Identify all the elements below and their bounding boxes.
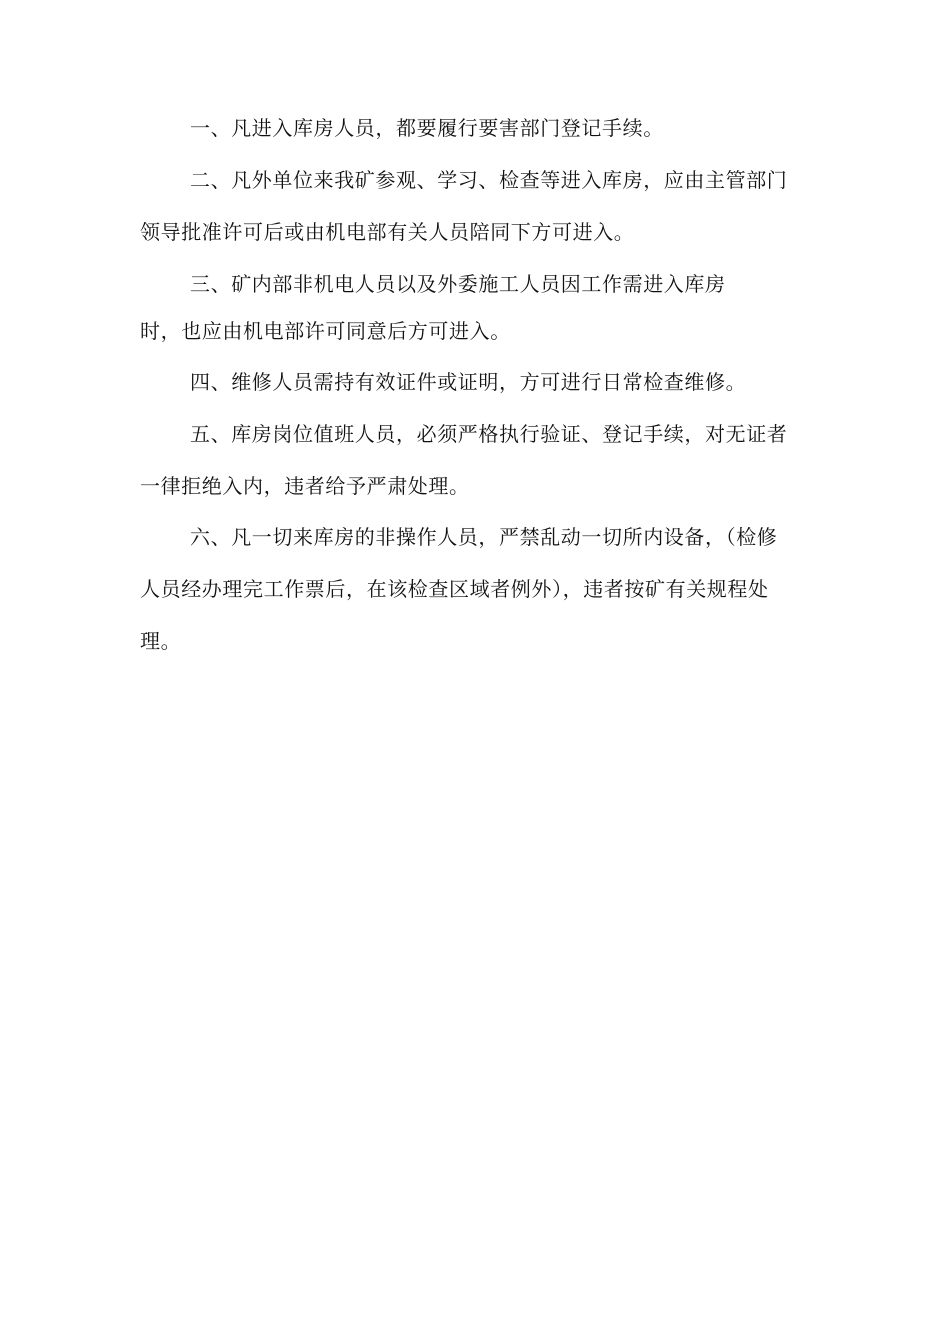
rule-6-line-1: 六、凡一切来库房的非操作人员，严禁乱动一切所内设备，（检修	[190, 525, 778, 549]
rule-2-line-1: 二、凡外单位来我矿参观、学习、检查等进入库房，应由主管部门	[190, 168, 788, 192]
rule-6-line-3: 理。	[140, 629, 182, 653]
rule-6-line-2: 人员经办理完工作票后，在该检查区域者例外），违者按矿有关规程处	[140, 577, 769, 601]
rule-1-line-1: 一、凡进入库房人员，都要履行要害部门登记手续。	[190, 116, 664, 140]
rule-3-line-2: 时，也应由机电部许可同意后方可进入。	[140, 319, 511, 343]
rule-5-line-1: 五、库房岗位值班人员，必须严格执行验证、登记手续，对无证者	[190, 422, 788, 446]
rule-3-line-1: 三、矿内部非机电人员以及外委施工人员因工作需进入库房	[190, 272, 726, 296]
rule-4-line-1: 四、维修人员需持有效证件或证明，方可进行日常检查维修。	[190, 370, 747, 394]
rule-2-line-2: 领导批准许可后或由机电部有关人员陪同下方可进入。	[140, 220, 635, 244]
rule-5-line-2: 一律拒绝入内，违者给予严肃处理。	[140, 474, 470, 498]
